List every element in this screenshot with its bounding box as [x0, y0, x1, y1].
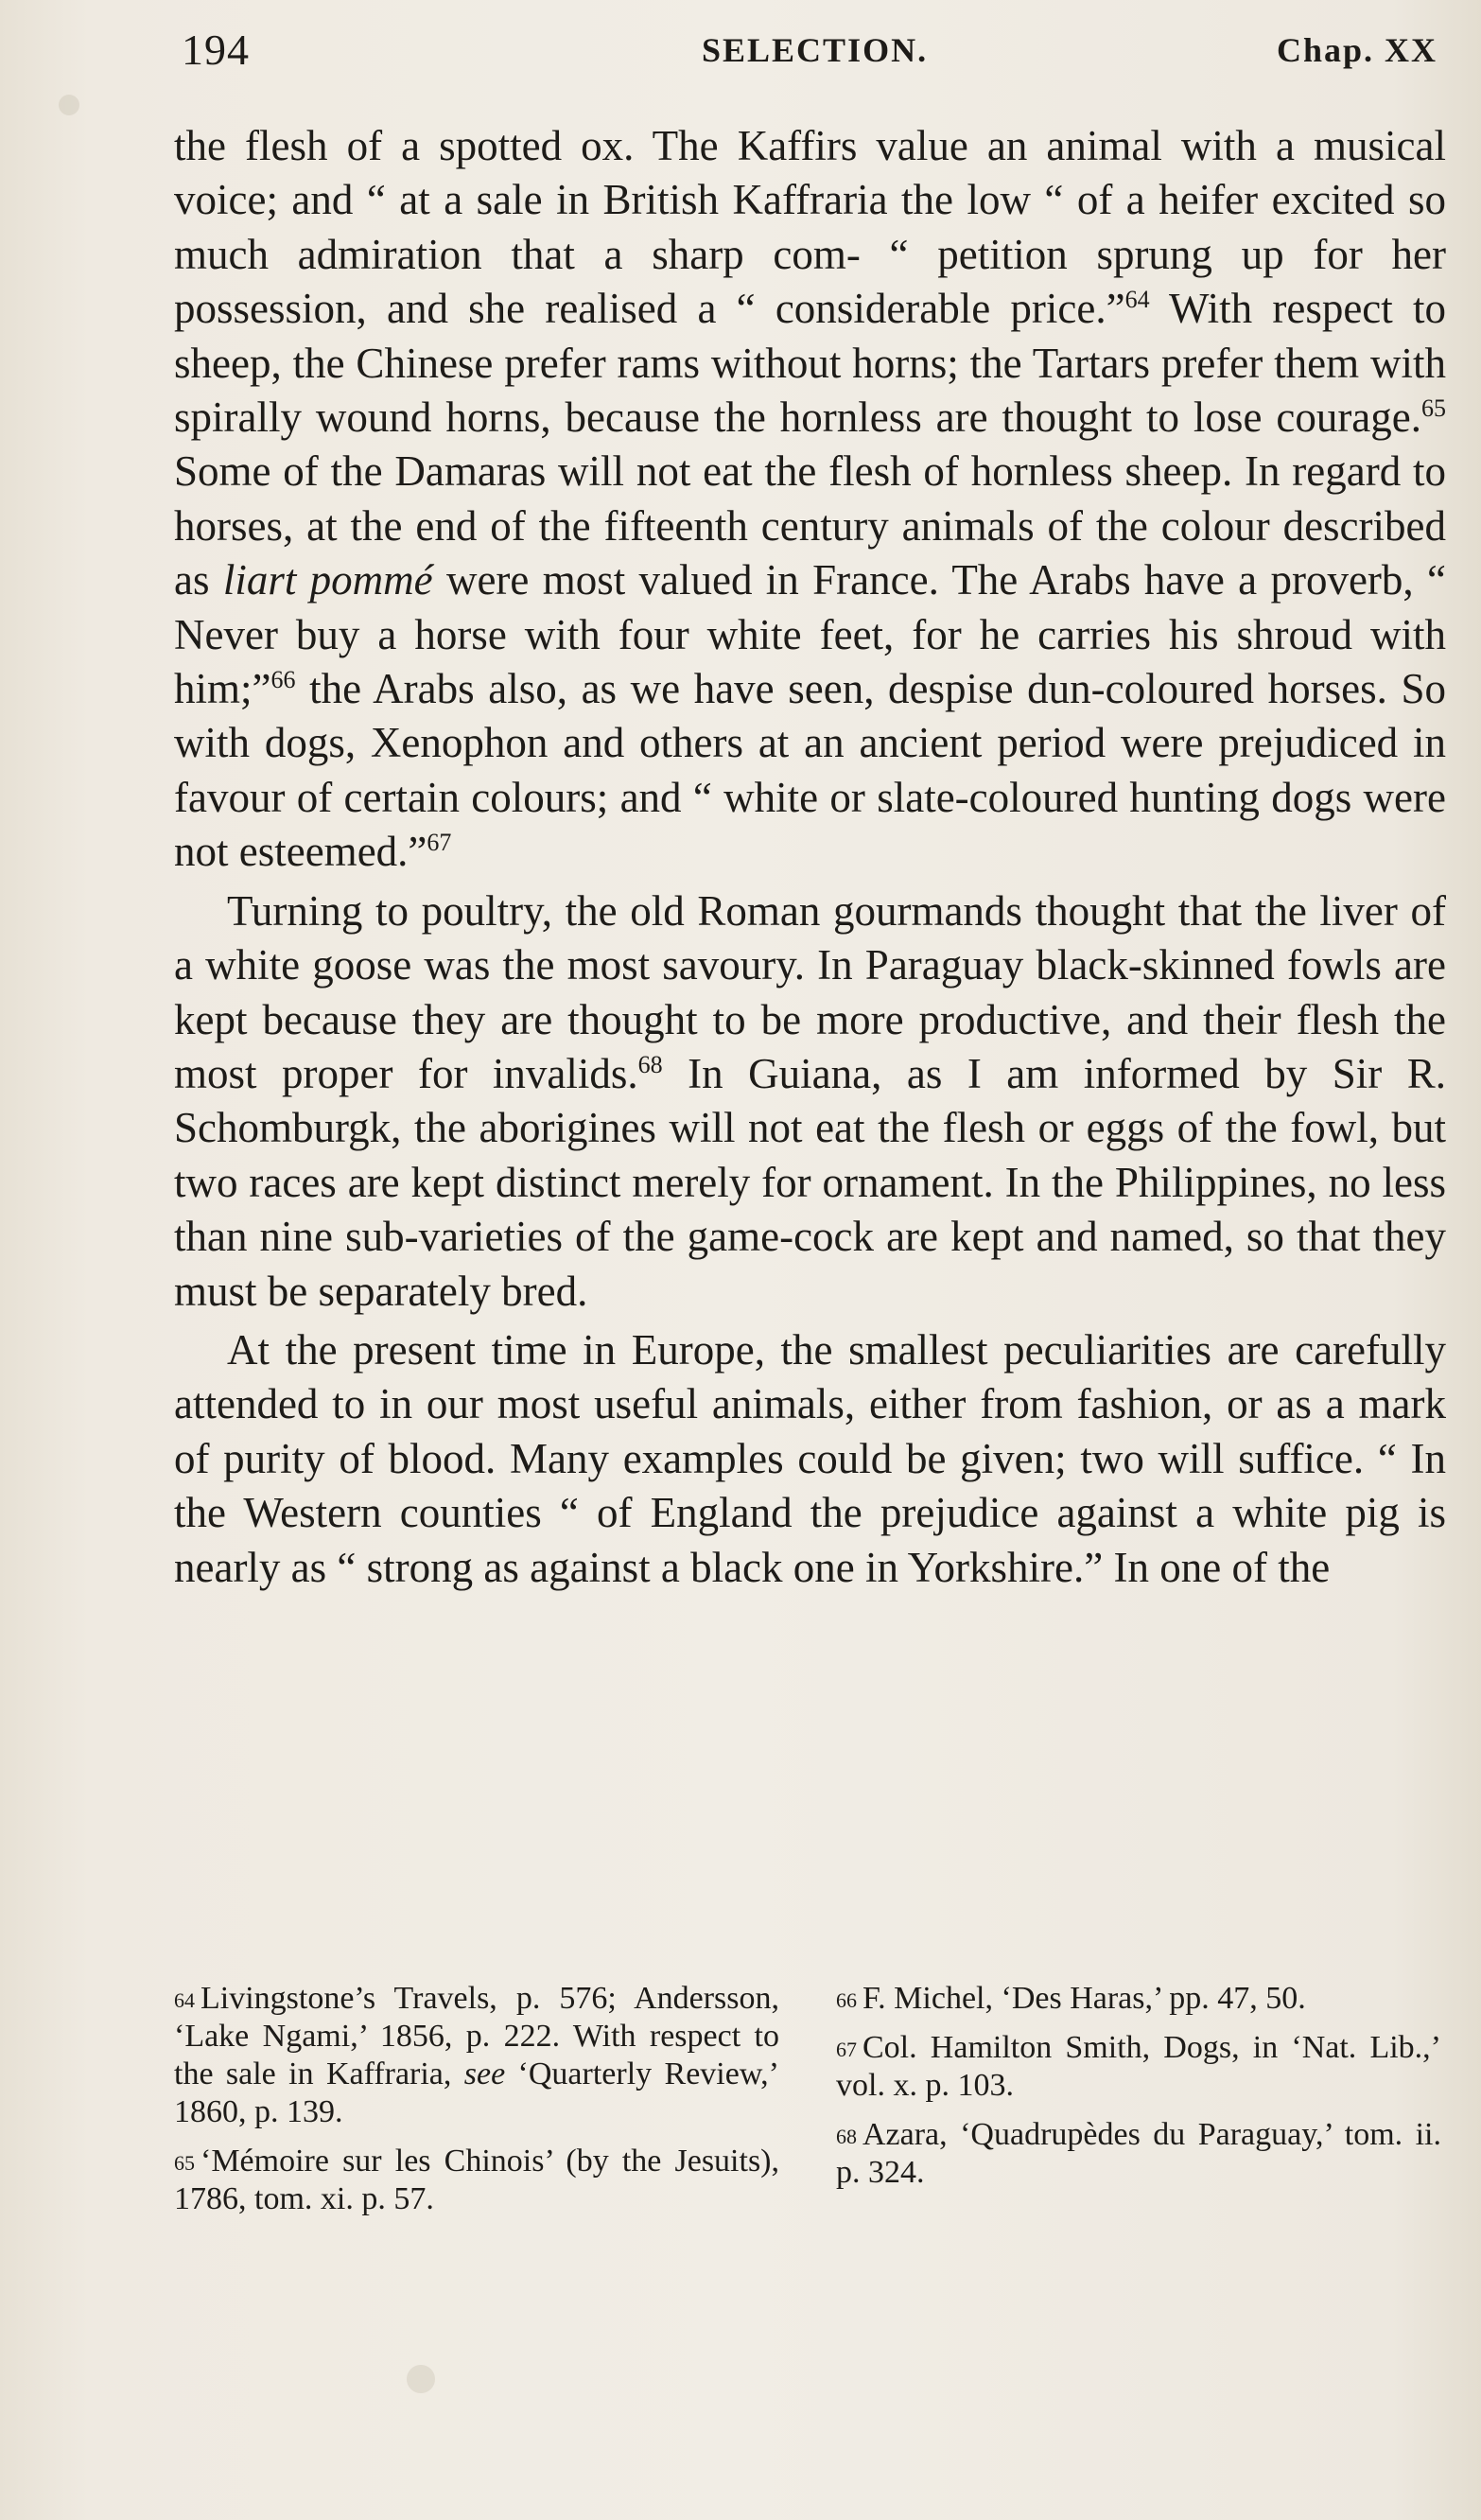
italic-phrase: liart pommé	[222, 556, 433, 604]
footnote-ref: 67	[427, 829, 452, 857]
footnote: $^{68}$ Azara, ‘Quadrupèdes du Paraguay,’ tom. ii. p. 324.	[836, 2117, 1441, 2190]
running-title: SELECTION.	[702, 31, 929, 69]
paper-spot	[59, 95, 79, 115]
footnote: $^{67}$ Col. Hamilton Smith, Dogs, in ‘Nat. Lib.,’ vol. x. p. 103.	[836, 2030, 1441, 2103]
footnote: $^{65}$ ‘Mémoire sur les Chinois’ (by the Jesuits), 1786, tom. xi. p. 57.	[174, 2144, 779, 2216]
footnote-number: 68	[836, 2125, 857, 2148]
footnote-number: 65	[174, 2151, 195, 2175]
paragraph: the flesh of a spotted ox. The Kaffirs value an animal with a musical voice; and “ at a sale in British Kaffraria the low “ of a heifer excited so much admiration that a sharp com- “ petition sprung up for her possession, and she realised a “ considerable price.”$^{64}$ With respect to sheep, the Chinese prefer rams without horns; the Tartars prefer them with spirally wound horns, because the hornless are thought to lose courage.$^{65}$ Some of the Damaras will not eat the flesh of hornless sheep. In regard to horses, at the end of the fifteenth century animals of the colour described as liart pommé were most valued in France. The Arabs have a proverb, “ Never buy a horse with four white feet, for he carries his shroud with him;”$^{66}$ the Arabs also, as we have seen, despise dun-coloured horses. So with dogs, Xenophon and others at an ancient period were prejudiced in favour of certain colours; and “ white or slate-coloured hunting dogs were not esteemed.”$^{67}$	[174, 122, 1446, 876]
footnote-ref: 66	[270, 666, 296, 694]
footnote-column-left	[174, 1980, 779, 2230]
footnote-number: 66	[836, 1988, 857, 2012]
footnote-ref: 68	[637, 1050, 663, 1078]
footnote-number: 67	[836, 2038, 857, 2061]
footnote-ref: 65	[1421, 394, 1446, 423]
footnote: $^{64}$ Livingstone’s Travels, p. 576; Andersson, ‘Lake Ngami,’ 1856, p. 222. With respect to the sale in Kaffraria, see ‘Quarterly Review,’ 1860, p. 139.	[174, 1981, 779, 2129]
footnote-ref: 64	[1124, 286, 1150, 314]
body-text	[174, 119, 1446, 1595]
footnotes	[174, 1980, 1441, 2230]
footnote-number: 64	[174, 1988, 195, 2012]
running-head	[182, 25, 1437, 78]
footnote-column-right	[836, 1980, 1441, 2230]
paragraph: Turning to poultry, the old Roman gourmands thought that the liver of a white goose was the most savoury. In Paraguay black-skinned fowls are kept because they are thought to be more productive, and their flesh the most proper for invalids.$^{68}$ In Guiana, as I am informed by Sir R. Schomburgk, the aborigines will not eat the flesh or eggs of the fowl, but two races are kept distinct merely for ornament. In the Philippines, no less than nine sub-varieties of the game-cock are kept and named, so that they must be separately bred.	[174, 886, 1446, 1315]
paragraph: At the present time in Europe, the smallest peculiarities are carefully attended to in our most useful animals, either from fashion, or as a mark of purity of blood. Many examples could be given; two will suffice. “ In the Western counties “ of England the prejudice against a white pig is nearly as “ strong as against a black one in Yorkshire.” In one of the	[174, 1325, 1446, 1591]
page-number: 194	[182, 26, 250, 74]
chapter-label: Chap. XX	[1276, 31, 1437, 69]
footnote: $^{66}$ F. Michel, ‘Des Haras,’ pp. 47, 50.	[836, 1981, 1306, 2016]
paper-spot	[407, 2365, 435, 2393]
